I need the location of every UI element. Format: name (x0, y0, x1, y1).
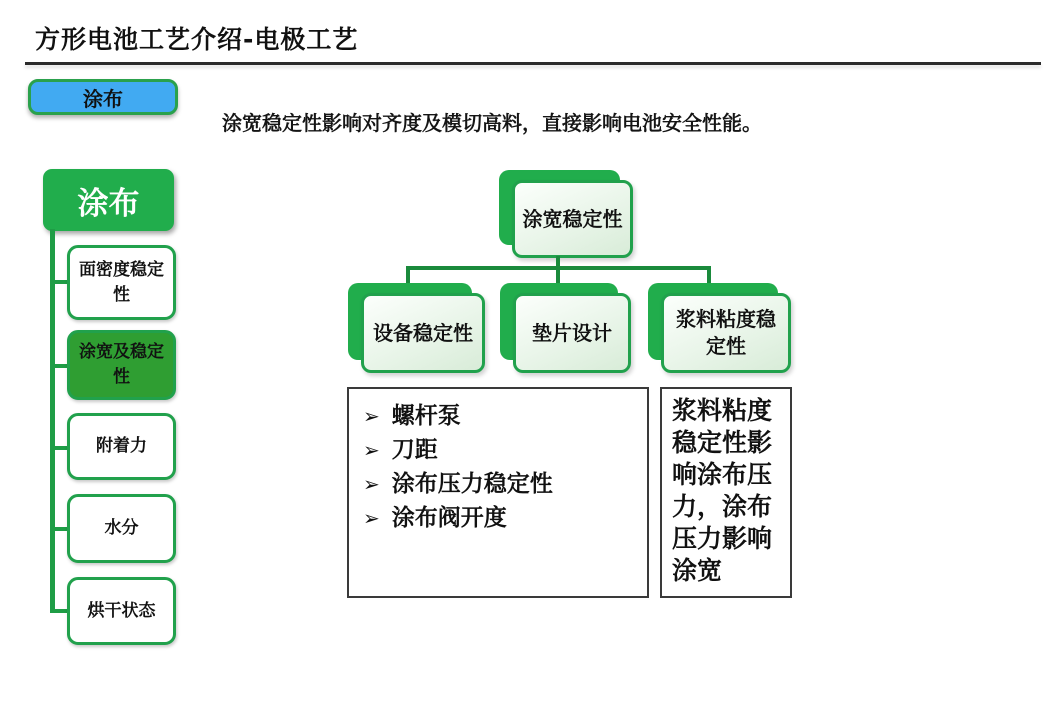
sidebar-item-areal-density-stability: 面密度稳定性 (67, 245, 176, 320)
flowchart-child-equipment-stability (348, 283, 485, 373)
arrow-bullet-icon: ➢ (363, 506, 380, 530)
detail-box-equipment-factors (347, 387, 649, 598)
title-divider (25, 62, 1041, 65)
flowchart-root-label: 涂宽稳定性 (512, 180, 633, 258)
connector-drop-left (406, 268, 410, 284)
sidebar-item-drying-state: 烘干状态 (67, 577, 176, 645)
sidebar-connector-trunk (50, 229, 55, 612)
flowchart-child-shim-design (500, 283, 631, 373)
connector-drop-center (556, 268, 560, 284)
bullet-item (363, 467, 641, 501)
arrow-bullet-icon: ➢ (363, 438, 380, 462)
sidebar-item-adhesion: 附着力 (67, 413, 176, 480)
flowchart-child-slurry-viscosity-stability (648, 283, 791, 373)
bullet-item-label: 涂布阀开度 (391, 505, 507, 531)
sidebar-item-moisture: 水分 (67, 494, 176, 563)
flowchart-child-label: 浆料粘度稳定性 (661, 293, 791, 373)
bullet-item-label: 螺杆泵 (391, 403, 461, 429)
sidebar-item-coating-width-stability: 涂宽及稳定性 (67, 330, 176, 400)
arrow-bullet-icon: ➢ (363, 404, 380, 428)
flowchart-child-label: 垫片设计 (513, 293, 631, 373)
connector-drop-right (707, 268, 711, 284)
flowchart-root-node (499, 170, 633, 258)
bullet-item (363, 433, 641, 467)
coating-tag-button: 涂布 (28, 79, 178, 115)
flowchart-child-label: 设备稳定性 (361, 293, 485, 373)
detail-box-viscosity-note: 浆料粘度稳定性影响涂布压力，涂布压力影响涂宽 (660, 387, 792, 598)
slide-description: 涂宽稳定性影响对齐度及模切高料，直接影响电池安全性能。 (222, 111, 762, 135)
bullet-item (363, 501, 641, 535)
sidebar-header-coating: 涂布 (43, 169, 174, 231)
bullet-item (363, 399, 641, 433)
arrow-bullet-icon: ➢ (363, 472, 380, 496)
bullet-item-label: 涂布压力稳定性 (391, 471, 553, 497)
bullet-item-label: 刀距 (391, 437, 438, 463)
page-title: 方形电池工艺介绍-电极工艺 (35, 25, 359, 54)
